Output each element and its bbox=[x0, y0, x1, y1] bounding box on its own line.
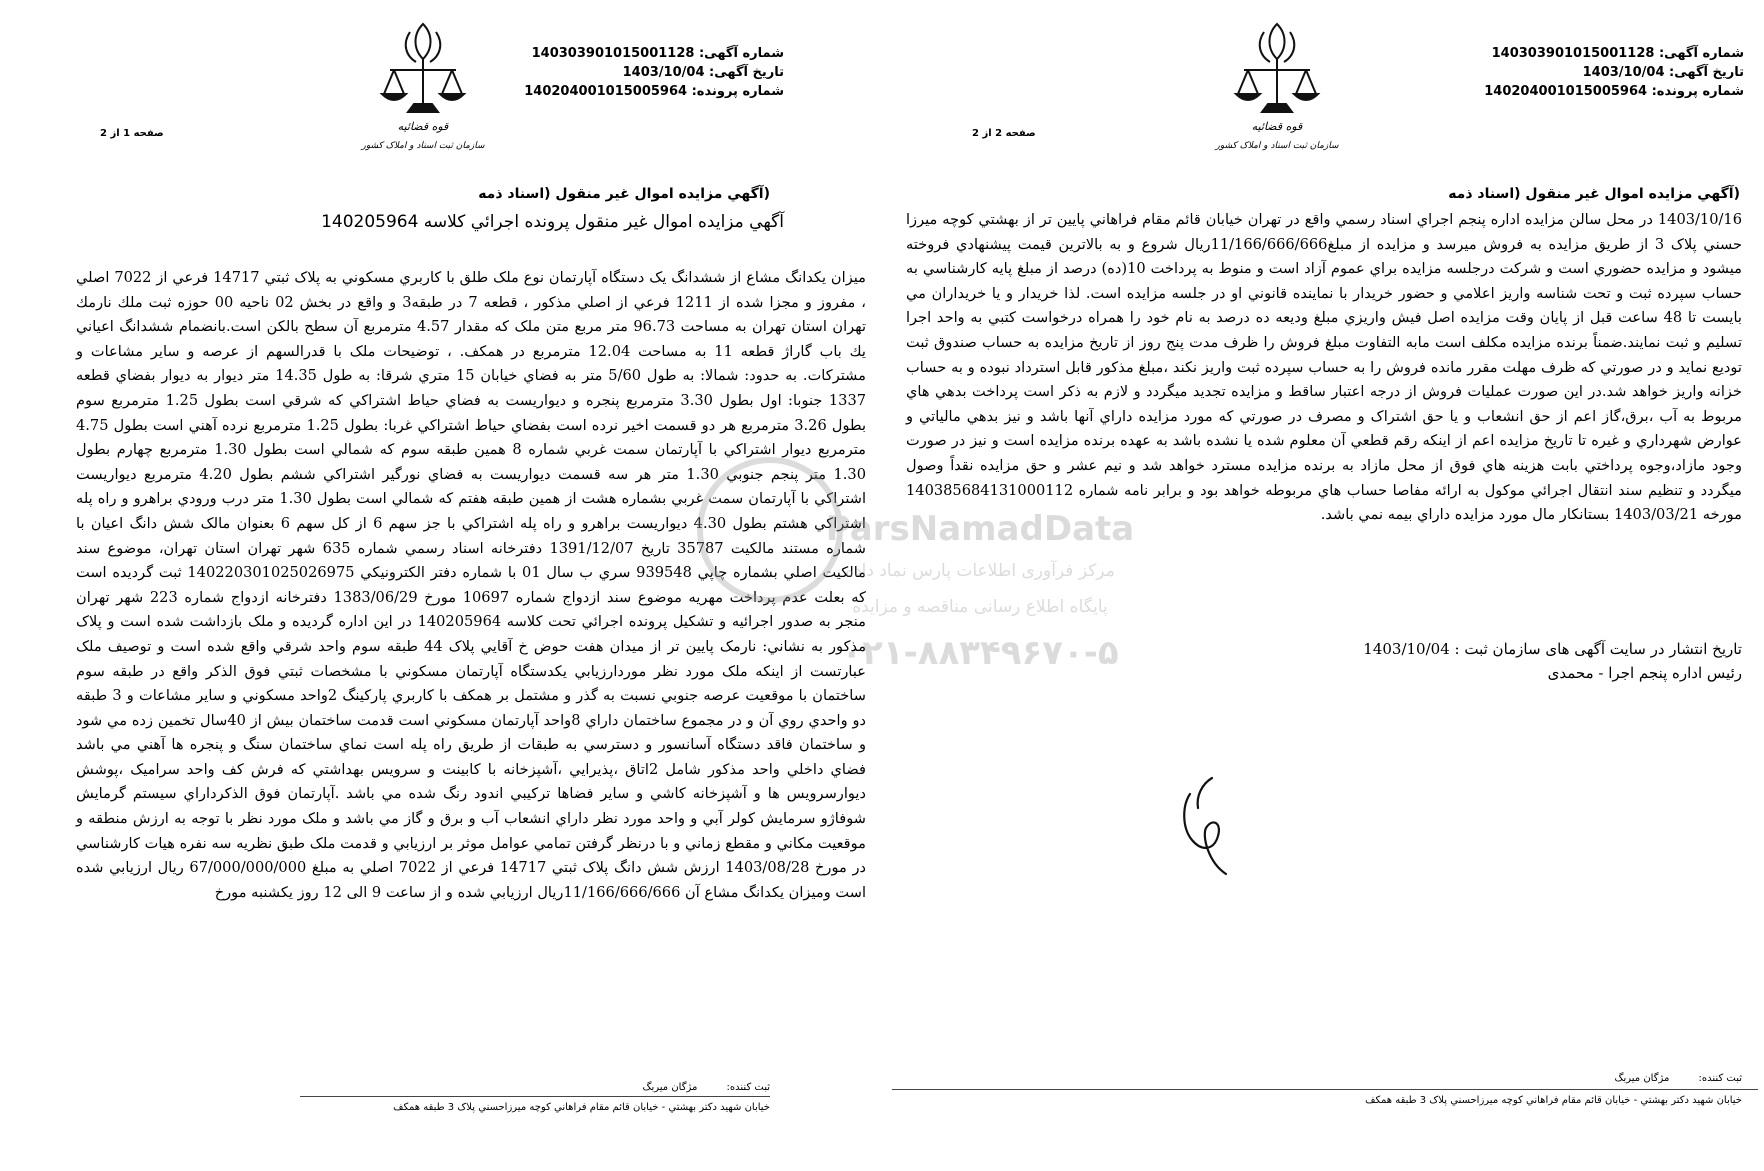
parsnamad-watermark bbox=[660, 370, 1220, 750]
notice-meta bbox=[1484, 44, 1744, 101]
notice-heading: (آگهي مزايده اموال غير منقول (اسناد ذمه bbox=[478, 186, 770, 202]
watermark-line2: پایگاه اطلاع رسانی مناقصه و مزایده bbox=[852, 597, 1108, 617]
case-number: 140204001015005964 bbox=[1484, 84, 1648, 99]
publish-date-label: تاريخ انتشار در سايت آگهی های سازمان ثبت : bbox=[1454, 640, 1742, 658]
notice-number: 140303901015001128 bbox=[1491, 46, 1655, 61]
notice-number-label: شماره آگهی: bbox=[698, 46, 784, 61]
page-number: صفحه 2 از 2 bbox=[972, 128, 1036, 139]
notice-body: ميزان يکدانگ مشاع از ششدانگ يک دستگاه آپارتمان نوع ملک طلق با کاربري مسکوني به پلاک ثبتي 14717 فرعي از 7022 اصلي ، مفروز و مجزا شده از 1211 فرعي از اصلي مذکور ، قطعه 7 در طبقه3 و واقع در بخش 02 ناحيه 00 حوزه ثبت ملك نارمك تهران استان تهران به مساحت 96.73 متر مربع متن ملک که مقدار 4.57 مترمربع آن سطح بالکن است.بانضمام ششدانگ اعياني يك باب گاراژ قطعه 11 به مساحت 12.04 مترمربع در همکف. ، توضيحات ملک با قدرالسهم از عرصه و ساير مشاعات و مشترکات. به حدود: شمالا: به طول 5/60 متر به فضاي خيابان 15 متري شرقا: به طول 14.35 متر ديوار به ديوار بفضاي قطعه 1337 جنوبا: اول بطول 3.30 مترمربع پنجره و ديواريست به فضاي حياط اشتراکي که شرقي است بطول 1.25 مترمربع سوم بطول 3.26 مترمربع هر دو قسمت اخير نرده است بفضاي حياط اشتراکي غربا: بطول 1.25 مترمربع نرده آهني است بطول 4.75 مترمربع ديوار اشتراكي با آپارتمان سمت غربي شماره 8 همين طبقه سوم که شمالي است بطول 1.30 مترمربع چهارم بطول 1.30 متر پنجم جنوبي 1.30 متر هر سه قسمت ديواريست به فضاي نورگير اشتراکي ششم بطول 4.20 مترمربع ديواريست اشتراکي با آپارتمان سمت غربي بشماره هشت از همين طبقه هفتم که شمالي است بطول 1.30 متر درب ورودي براهرو و راه پله اشتراکي هشتم بطول 4.30 ديواريست براهرو و راه پله اشتراکي با جز سهم 6 از کل سهم 6 بعنوان مالک شش دانگ اعيان با شماره مستند مالکيت 35787 تاريخ 1391/12/07 دفترخانه اسناد رسمي شماره 635 شهر تهران استان تهران، موضوع سند مالکيت اصلي بشماره چاپي 939548 سري ب سال 01 با شماره دفتر الکترونيکي 140220301025026975 ثبت گرديده است که بعلت عدم پرداخت مهريه موضوع سند ازدواج شماره 10697 مورخ 1383/06/29 دفترخانه ازدواج شماره 223 شهر تهران منجر به صدور اجرائيه و تشکيل پرونده اجرائي تحت کلاسه 140205964 در اين اداره گرديده و ملک بازداشت شده است و پلاک مذکور به نشاني: نارمک پايين تر از ميدان هفت حوض خ آقايي پلاک 44 طبقه سوم واحد شرقي واقع شده است و توصيف ملک عبارتست از اينکه ملک مورد نظر موردارزيابي يکدستگاه آپارتمان مسکوني با مشخصات ثبتي فوق الذکر واقع در طبقه سوم ساختمان با موقعيت عرصه جنوبي نسبت به گذر و مشتمل بر همکف با کاربري پارکينگ 2واحد مسکوني و ساير مشاعات و 3 طبقه دو واحدي روي آن و در مجموع ساختمان داراي 8واحد آپارتمان مسکوني است قدمت ساختمان بيش از 40سال تخمين زده مي شود و ساختمان فاقد دستگاه آسانسور و دسترسي به طبقات از طريق راه پله است نماي ساختمان سنگ و پنجره ها آهني مي باشد فضاي داخلي واحد مذکور شامل 2اتاق ،پذيرايي ،آشپزخانه با کابينت و سرويس بهداشتي که فرش کف واحد سراميک ،پوشش ديوارسرويس ها و آشپزخانه کاشي و ساير فضاها ترکيبي اندود رنگ شده مي باشد .آپارتمان فوق الذکرداراي سيستم گرمايش شوفاژو سرمايش کولر آبي و واحد مورد نظر داراي انشعاب آب و برق و گاز مي باشد و ملک مورد نظر با توجه به ارزش منطقه و موقعيت مکاني و مقطع زماني و با درنظر گرفتن تمامي عوامل موثر بر ارزيابي و قدمت ملک طبق نظريه سه نفره هيات کارشناسي در مورخ 1403/08/28 ارزش شش دانگ پلاک ثبتي 14717 فرعي از 7022 اصلي به مبلغ 67/000/000/000 ريال ارزيابي شده است وميزان يکدانگ مشاع آن 11/166/666/666ريال ارزيابي شده و از ساعت 9 الى 12 روز يكشنبه مورخ bbox=[76, 269, 867, 901]
footer-address: خيابان شهيد دكتر بهشتي - خيابان قائم مقام فراهاني كوچه ميرزاحسني پلاک 3 طبقه همكف bbox=[393, 1102, 770, 1113]
emblem-org-top: قوه قضائيه bbox=[1251, 120, 1303, 133]
notice-date-label: تاریخ آگهی: bbox=[1669, 65, 1744, 80]
notice-number-label: شماره آگهی: bbox=[1658, 46, 1744, 61]
case-number-label: شماره پرونده: bbox=[691, 84, 784, 99]
page-number: صفحه 1 از 2 bbox=[100, 128, 164, 139]
judiciary-emblem-icon bbox=[361, 14, 485, 154]
watermark-brand: ParsNamadData bbox=[825, 509, 1135, 549]
judiciary-emblem-icon bbox=[1215, 14, 1339, 154]
registrar-name: مژگان ميربگ bbox=[1614, 1073, 1670, 1084]
registrar-label: ثبت کننده: bbox=[726, 1082, 770, 1093]
watermark-line1: مرکز فرآوری اطلاعات پارس نماد داده bbox=[845, 561, 1115, 581]
signer: رئيس اداره پنجم اجرا - محمدی bbox=[1547, 664, 1742, 682]
footer-divider bbox=[892, 1089, 1758, 1090]
notice-body: 1403/10/16 در محل سالن مزايده اداره پنجم اجراي اسناد رسمي واقع در تهران خيابان قائم مقام فراهاني پايين تر از بهشتي کوچه ميرزا حسني پلاک 3 از طريق مزايده به فروش ميرسد و مزايده از مبلغ11/166/666/666ريال شروع و به بالاترين قيمت پيشنهادي فروخته ميشود و مزايده حضوري است و شرکت درجلسه مزايده براي عموم آزاد است و منوط به پرداخت 10(ده) درصد از مبلغ پايه کارشناسي به حساب سپرده ثبت و تحت شناسه واريز اعلامي و حضور خريدار با نماينده قانوني او در جلسه مزايده است. لذا خريدار و يا خريداران مي بايست تا 48 ساعت قبل از پايان وقت مزايده اصل فيش واريزي مبلغ وديعه ده درصد به نام خود را همراه درخواست کتبي به واحد اجرا تسليم و ثبت نمايند.ضمناً برنده مزايده مکلف است مابه التفاوت مبلغ فروش را ظرف مدت پنج روز از تاريخ مزايده به حساب صندوق ثبت توديع نمايد و در صورتي که ظرف مهلت مقرر مانده فروش را به حساب سپرده ثبت واريز نکند ،مبلغ مذکور قابل استرداد نبوده و به حساب خزانه واريز خواهد شد.در اين صورت عمليات فروش از درجه اعتبار ساقط و مزايده تجديد ميگردد و لازم به ذکر است پرداخت بدهي هاي مربوط به آب ،برق،گاز اعم از حق انشعاب و يا حق اشتراک و مصرف در صورتي که مورد مزايده داراي آنها باشد و نيز بدهي مالياتي و عوارض شهرداري و غيره تا تاريخ مزايده اعم از اينکه رقم قطعي آن معلوم شده يا نشده باشد به عهده برنده مزايده است و نيز در صورت وجود مازاد،وجوه پرداختي بابت هزينه هاي فوق از محل مازاد به برنده مزايده مسترد خواهد شد و نيم عشر و حق مزايده نقداً وصول ميگردد و تنظيم سند انتقال اجرائي موکول به ارائه مفاصا حساب هاي مربوطه خواهد بود و برابر نامه شماره 140385684131000112 مورخه 1403/03/21 بستانکار مال مورد مزايده داراي بيمه نمي باشد. bbox=[906, 211, 1743, 524]
notice-meta bbox=[524, 44, 784, 101]
emblem-org-top: قوه قضائيه bbox=[397, 120, 449, 133]
notice-date: 1403/10/04 bbox=[622, 65, 705, 80]
notice-date-label: تاریخ آگهی: bbox=[709, 65, 784, 80]
watermark-logo-icon bbox=[700, 460, 840, 600]
notice-date: 1403/10/04 bbox=[1582, 65, 1665, 80]
notice-number: 140303901015001128 bbox=[531, 46, 695, 61]
registrar bbox=[643, 1082, 770, 1093]
publish-date-value: 1403/10/04 bbox=[1363, 640, 1450, 658]
notice-heading: (آگهي مزايده اموال غير منقول (اسناد ذمه bbox=[1448, 186, 1740, 202]
footer-divider bbox=[300, 1096, 770, 1097]
watermark-phone: ۰۲۱-۸۸۳۴۹۶۷۰-۵ bbox=[841, 633, 1119, 673]
emblem-org-bottom: سازمان ثبت اسناد و املاک کشور bbox=[361, 141, 485, 151]
notice-subheading: آگهي مزايده اموال غير منقول پرونده اجرائي کلاسه 140205964 bbox=[321, 212, 784, 232]
registrar-label: ثبت کننده: bbox=[1698, 1073, 1742, 1084]
registrar bbox=[1615, 1073, 1742, 1084]
registrar-name: مژگان ميربگ bbox=[642, 1082, 698, 1093]
publish-date bbox=[1363, 640, 1742, 658]
case-number: 140204001015005964 bbox=[524, 84, 688, 99]
signature-mark bbox=[1152, 770, 1242, 880]
case-number-label: شماره پرونده: bbox=[1651, 84, 1744, 99]
emblem-org-bottom: سازمان ثبت اسناد و املاک کشور bbox=[1215, 141, 1339, 151]
footer-address: خيابان شهيد دكتر بهشتي - خيابان قائم مقام فراهاني كوچه ميرزاحسني پلاک 3 طبقه همكف bbox=[1365, 1095, 1742, 1106]
